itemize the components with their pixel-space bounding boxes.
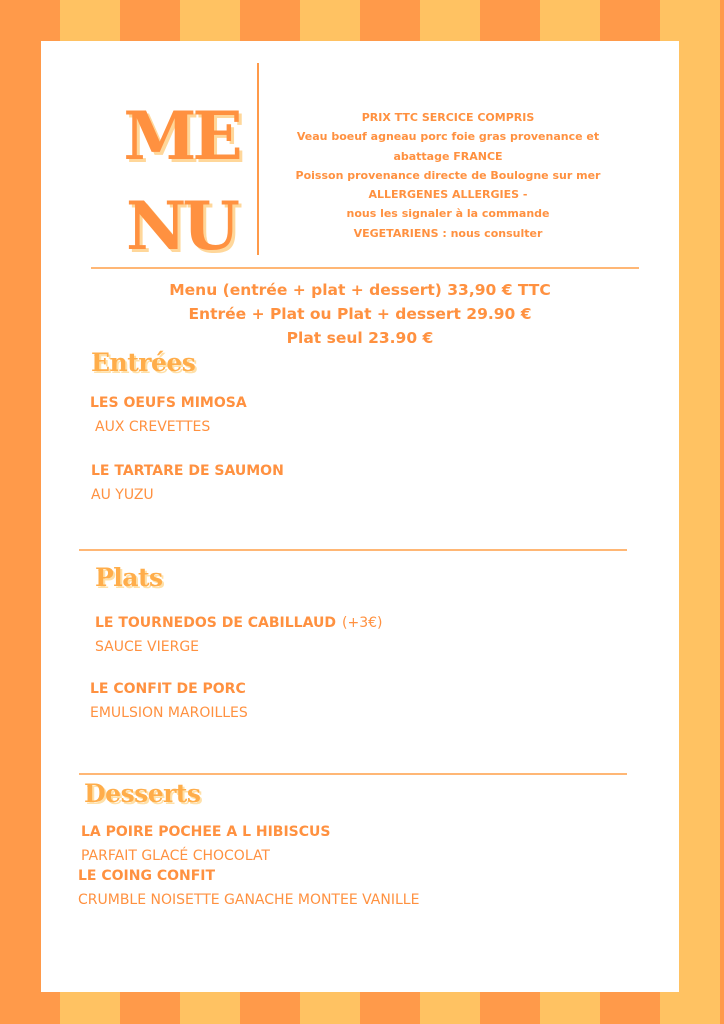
- section-separator: [79, 549, 627, 551]
- dish-name: LE COING CONFIT: [78, 868, 216, 884]
- info-line: ALLERGENES ALLERGIES -: [368, 188, 528, 202]
- info-line: Veau boeuf agneau porc foie gras provenance et: [296, 130, 600, 144]
- menu-card: [41, 41, 679, 992]
- menu-title-line2: NU: [126, 187, 236, 265]
- info-line: Poisson provenance directe de Boulogne sur mer: [295, 168, 601, 182]
- section-title-plats: Plats: [95, 563, 163, 592]
- price-block: [101, 278, 619, 350]
- price-line: Menu (entrée + plat + dessert) 33,90 € TTC: [169, 281, 551, 299]
- section-title-desserts: Desserts: [84, 779, 201, 808]
- dish-name: [95, 615, 382, 631]
- dish-name: LA POIRE POCHEE A L HIBISCUS: [81, 824, 331, 840]
- dish-description: CRUMBLE NOISETTE GANACHE MONTEE VANILLE: [78, 892, 420, 908]
- menu-title-line1: ME: [123, 97, 239, 175]
- info-line: PRIX TTC SERCICE COMPRIS: [361, 111, 535, 124]
- header-divider: [257, 63, 259, 255]
- dish-name: LES OEUFS MIMOSA: [90, 395, 247, 411]
- dish-name: LE CONFIT DE PORC: [90, 681, 246, 697]
- dish-supplement: (+3€): [342, 615, 383, 631]
- info-line: VEGETARIENS : nous consulter: [353, 226, 543, 240]
- section-title-entrees: Entrées: [91, 348, 196, 377]
- price-line: Entrée + Plat ou Plat + dessert 29.90 €: [188, 305, 532, 323]
- dish-name: LE TARTARE DE SAUMON: [91, 463, 284, 479]
- section-separator: [79, 773, 627, 775]
- info-line: nous les signaler à la commande: [346, 207, 550, 221]
- header-separator: [91, 267, 639, 269]
- dish-description: SAUCE VIERGE: [95, 639, 200, 655]
- dish-description: AUX CREVETTES: [95, 419, 211, 435]
- info-line: abattage FRANCE: [393, 149, 503, 163]
- dish-description: AU YUZU: [91, 487, 154, 503]
- dish-description: PARFAIT GLACÉ CHOCOLAT: [81, 848, 270, 864]
- dish-name-text: LE TOURNEDOS DE CABILLAUD: [95, 615, 337, 631]
- info-block: [277, 108, 619, 243]
- price-line: Plat seul 23.90 €: [286, 329, 434, 347]
- dish-description: EMULSION MAROILLES: [90, 705, 248, 721]
